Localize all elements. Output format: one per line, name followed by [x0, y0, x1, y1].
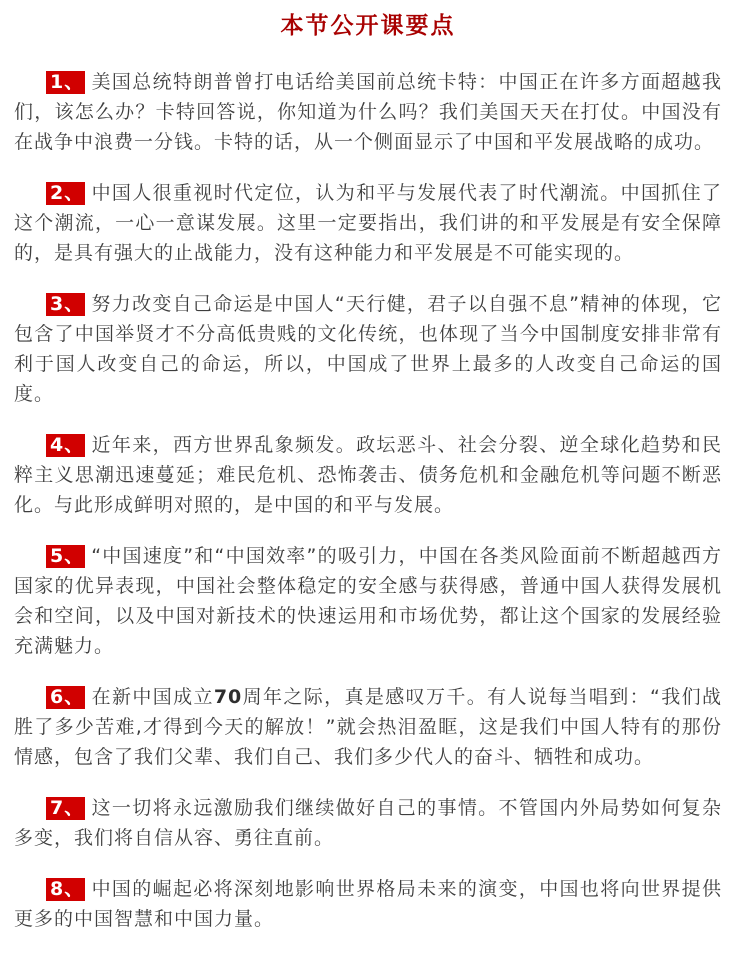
paragraph-6-text-before: 在新中国成立: [91, 686, 214, 708]
paragraph-1-text: 美国总统特朗普曾打电话给美国前总统卡特：中国正在许多方面超越我们，该怎么办？卡特回答说，你知道为什么吗？我们美国天天在打仗。中国没有在战争中浪费一分钱。卡特的话，从一个侧面显示了中国和平发展战略的成功。: [14, 71, 722, 153]
paragraph-3-text: 努力改变自己命运是中国人“天行健，君子以自强不息”精神的体现，它包含了中国举贤才不分高低贵贱的文化传统，也体现了当今中国制度安排非常有利于国人改变自己的命运，所以，中国成了世界上最多的人改变自己命运的国度。: [14, 293, 722, 405]
paragraph-1: [14, 67, 722, 157]
paragraph-1-number-badge: 1、: [46, 71, 85, 94]
page-title: 本节公开课要点: [280, 12, 456, 39]
paragraph-5-text: “中国速度”和“中国效率”的吸引力，中国在各类风险面前不断超越西方国家的优异表现，中国社会整体稳定的安全感与获得感，普通中国人获得发展机会和空间，以及中国对新技术的快速运用和市场优势，都让这个国家的发展经验充满魅力。: [14, 545, 722, 657]
paragraph-6: [14, 682, 722, 772]
paragraph-2-text: 中国人很重视时代定位，认为和平与发展代表了时代潮流。中国抓住了这个潮流，一心一意谋发展。这里一定要指出，我们讲的和平发展是有安全保障的，是具有强大的止战能力，没有这种能力和平发展是不可能实现的。: [14, 182, 722, 264]
paragraph-7-text: 这一切将永远激励我们继续做好自己的事情。不管国内外局势如何复杂多变，我们将自信从容、勇往直前。: [14, 797, 722, 849]
paragraph-8: [14, 874, 722, 934]
paragraph-4-text: 近年来，西方世界乱象频发。政坛恶斗、社会分裂、逆全球化趋势和民粹主义思潮迅速蔓延；难民危机、恐怖袭击、债务危机和金融危机等问题不断恶化。与此形成鲜明对照的，是中国的和平与发展。: [14, 434, 722, 516]
paragraph-3: [14, 289, 722, 409]
paragraph-7: [14, 793, 722, 853]
paragraph-6-anniversary-number: 70: [213, 686, 243, 708]
paragraph-2-number-badge: 2、: [46, 182, 85, 205]
paragraph-8-number-badge: 8、: [46, 878, 85, 901]
paragraph-8-text: 中国的崛起必将深刻地影响世界格局未来的演变，中国也将向世界提供更多的中国智慧和中国力量。: [14, 878, 722, 930]
paragraph-6-number-badge: 6、: [46, 686, 85, 709]
paragraph-2: [14, 178, 722, 268]
paragraph-4-number-badge: 4、: [46, 434, 85, 457]
paragraph-5: [14, 541, 722, 661]
paragraph-5-number-badge: 5、: [46, 545, 85, 568]
paragraph-3-number-badge: 3、: [46, 293, 85, 316]
paragraph-6-text-after: 周年之际，真是感叹万千。有人说每当唱到：“我们战胜了多少苦难,才得到今天的解放！”就会热泪盈眶，这是我们中国人特有的那份情感，包含了我们父辈、我们自己、我们多少代人的奋斗、牺牲和成功。: [14, 686, 722, 768]
paragraph-4: [14, 430, 722, 520]
paragraph-7-number-badge: 7、: [46, 797, 85, 820]
